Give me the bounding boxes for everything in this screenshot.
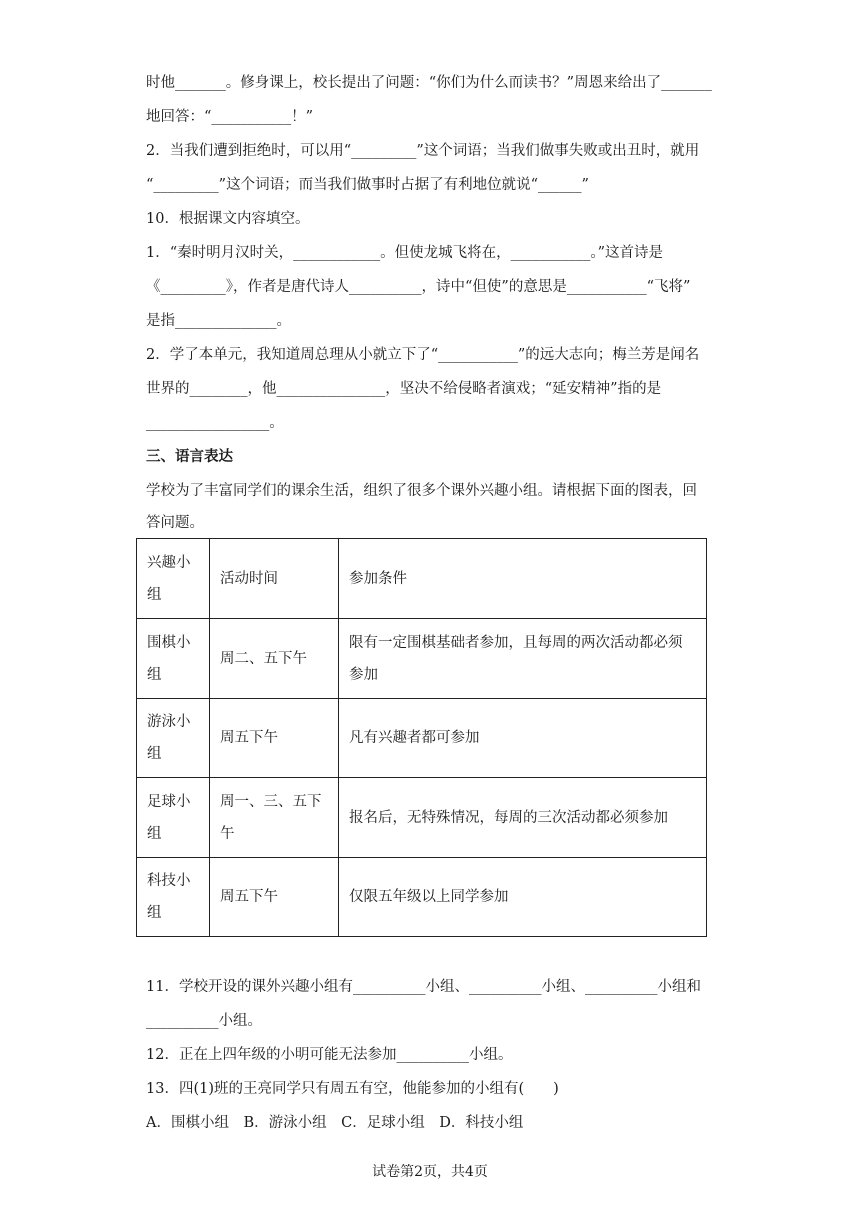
header-cell: 兴趣小组 xyxy=(137,539,210,619)
intro-line: 答问题。 xyxy=(146,515,204,531)
text-line: 是指______________。 xyxy=(146,313,291,329)
header-cell: 参加条件 xyxy=(339,539,707,619)
question-line: 12．正在上四年级的小明可能无法参加__________小组。 xyxy=(146,1047,513,1063)
text-line: 地回答：“___________！” xyxy=(146,109,314,125)
table-cell: 周五下午 xyxy=(210,858,339,937)
interest-group-table xyxy=(136,538,707,937)
table-row xyxy=(137,699,707,778)
table-cell: 凡有兴趣者都可参加 xyxy=(339,699,707,778)
table-cell: 报名后，无特殊情况，每周的三次活动都必须参加 xyxy=(339,778,707,858)
text-line: 《_________》，作者是唐代诗人__________，诗中“但使”的意思是___________“飞将” xyxy=(146,279,691,295)
question-line: 11．学校开设的课外兴趣小组有__________小组、__________小组、__________小组和 xyxy=(146,979,701,995)
table-row xyxy=(137,858,707,937)
question-line: __________小组。 xyxy=(146,1013,262,1029)
table-cell: 周一、三、五下午 xyxy=(210,778,339,858)
text-line: 2．当我们遭到拒绝时，可以用“_________”这个词语；当我们做事失败或出丑时，就用 xyxy=(146,143,700,159)
table-header-row xyxy=(137,539,707,619)
table-row xyxy=(137,778,707,858)
text-line: 2．学了本单元，我知道周总理从小就立下了“___________”的远大志向；梅兰芳是闻名 xyxy=(146,347,700,363)
question-heading: 10．根据课文内容填空。 xyxy=(146,211,310,227)
table-cell: 仅限五年级以上同学参加 xyxy=(339,858,707,937)
table-cell: 足球小组 xyxy=(137,778,210,858)
text-line: “_________”这个词语；而当我们做事时占据了有利地位就说“______” xyxy=(146,177,589,193)
header-cell: 活动时间 xyxy=(210,539,339,619)
text-line: 时他_______。修身课上，校长提出了问题：“你们为什么而读书？”周恩来给出了_______ xyxy=(146,75,712,91)
table-cell: 围棋小组 xyxy=(137,619,210,699)
page-footer: 试卷第2页，共4页 xyxy=(372,1164,488,1180)
answer-options: A．围棋小组 B．游泳小组 C．足球小组 D．科技小组 xyxy=(146,1115,524,1131)
table-cell: 周五下午 xyxy=(210,699,339,778)
section-heading: 三、语言表达 xyxy=(146,449,233,465)
table-cell: 周二、五下午 xyxy=(210,619,339,699)
text-line: 世界的________，他_______________，坚决不给侵略者演戏；“延安精神”指的是 xyxy=(146,381,662,397)
question-line: 13．四(1)班的王亮同学只有周五有空，他能参加的小组有( ) xyxy=(146,1081,559,1097)
text-line: 1．“秦时明月汉时关，____________。但使龙城飞将在，___________。”这首诗是 xyxy=(146,245,664,261)
text-line: _________________。 xyxy=(146,415,284,431)
table-cell: 科技小组 xyxy=(137,858,210,937)
table-row xyxy=(137,619,707,699)
table-cell: 限有一定围棋基础者参加，且每周的两次活动都必须参加 xyxy=(339,619,707,699)
table-cell: 游泳小组 xyxy=(137,699,210,778)
intro-line: 学校为了丰富同学们的课余生活，组织了很多个课外兴趣小组。请根据下面的图表，回 xyxy=(146,483,697,499)
